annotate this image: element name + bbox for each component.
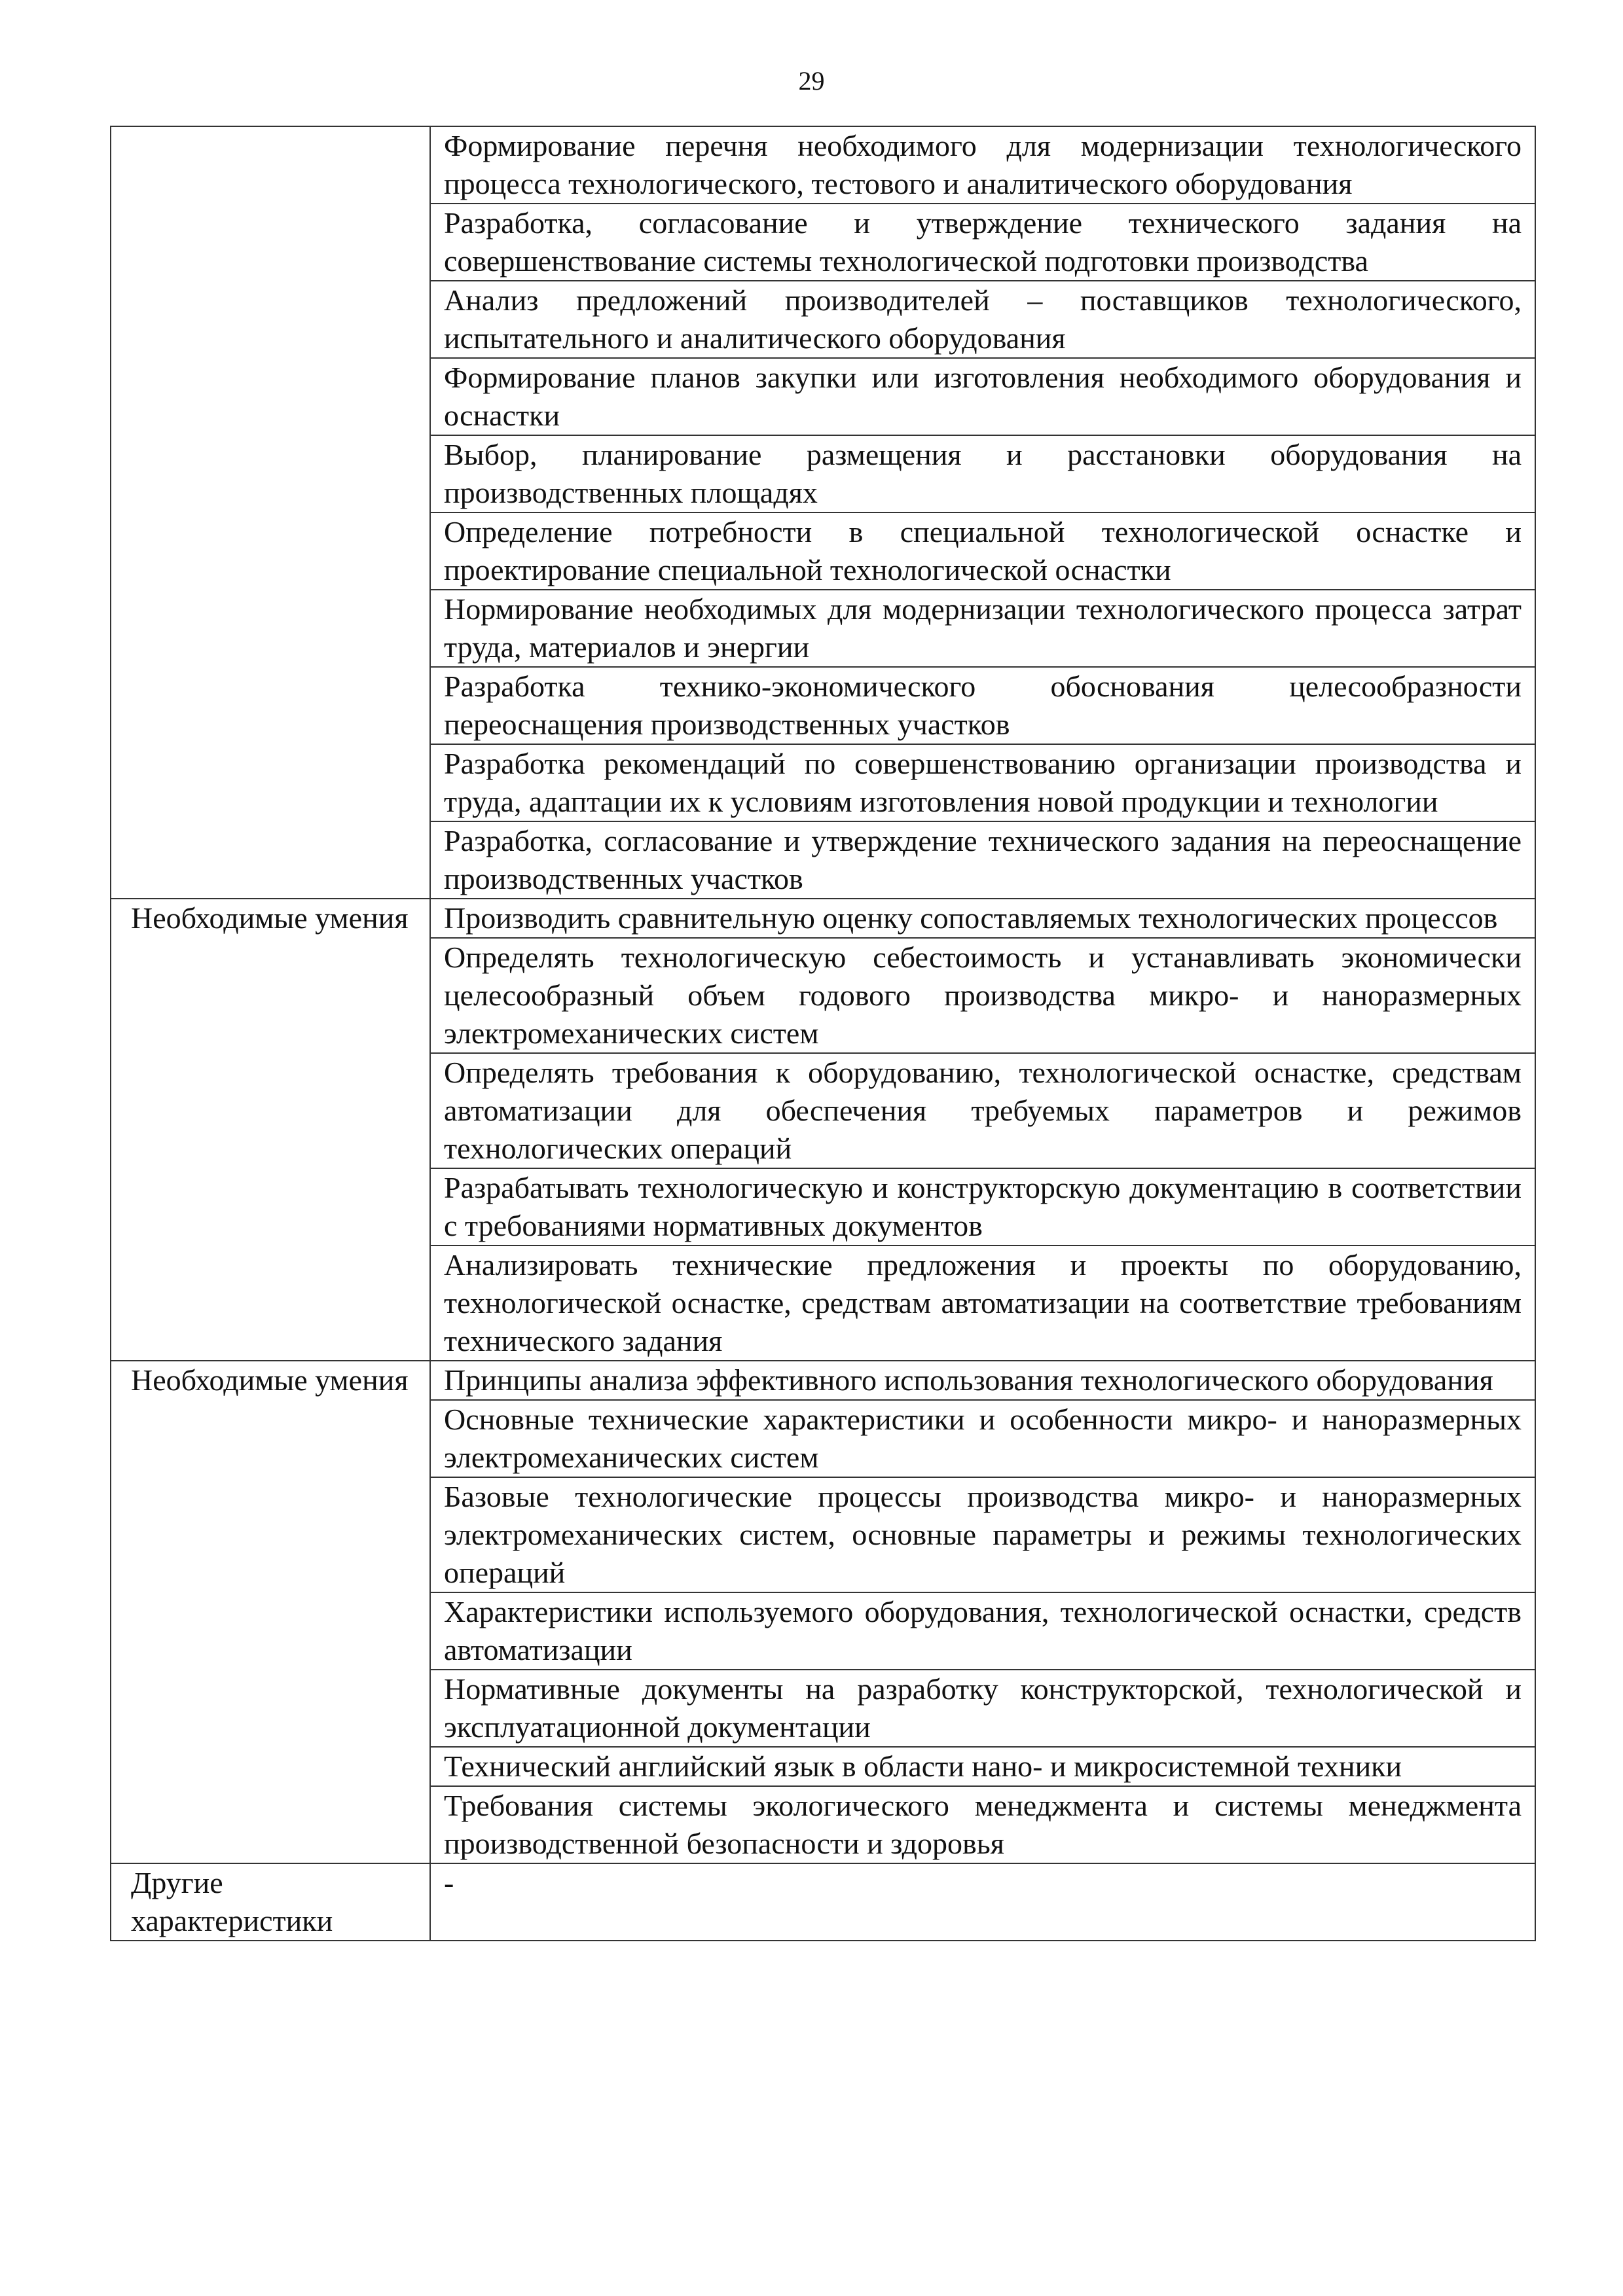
page-number: 29 <box>798 66 825 96</box>
row-label: Необходимые умения <box>111 899 430 1361</box>
row-description: Определять технологическую себестоимость и устанавливать экономически целесообразный объем годового производства микро- и наноразмерных электромеханических систем <box>430 938 1535 1053</box>
row-description: Выбор, планирование размещения и расстановки оборудования на производственных площадях <box>430 435 1535 512</box>
row-description: Требования системы экологического менеджмента и системы менеджмента производственной безопасности и здоровья <box>430 1786 1535 1863</box>
row-description: Определять требования к оборудованию, технологической оснастке, средствам автоматизации для обеспечения требуемых параметров и режимов технологических операций <box>430 1053 1535 1168</box>
table-row <box>111 126 1535 204</box>
table-row <box>111 899 1535 938</box>
row-description: Основные технические характеристики и особенности микро- и наноразмерных электромеханических систем <box>430 1400 1535 1477</box>
table-row <box>111 1361 1535 1400</box>
qualification-table <box>110 126 1536 1941</box>
row-description: Разрабатывать технологическую и конструкторскую документацию в соответствии с требованиями нормативных документов <box>430 1168 1535 1246</box>
row-description: Формирование планов закупки или изготовления необходимого оборудования и оснастки <box>430 358 1535 435</box>
row-description: Разработка, согласование и утверждение технического задания на совершенствование системы технологической подготовки производства <box>430 204 1535 281</box>
row-description: Разработка технико-экономического обоснования целесообразности переоснащения производственных участков <box>430 667 1535 744</box>
row-description: Технический английский язык в области нано- и микросистемной техники <box>430 1747 1535 1786</box>
row-label: Другие характеристики <box>111 1863 430 1941</box>
qualification-table-body <box>111 126 1535 1941</box>
row-description: Формирование перечня необходимого для модернизации технологического процесса технологического, тестового и аналитического оборудования <box>430 126 1535 204</box>
row-description: Базовые технологические процессы производства микро- и наноразмерных электромеханических систем, основные параметры и режимы технологических операций <box>430 1477 1535 1592</box>
row-description: - <box>430 1863 1535 1941</box>
row-description: Производить сравнительную оценку сопоставляемых технологических процессов <box>430 899 1535 938</box>
table-row <box>111 1863 1535 1941</box>
row-description: Анализировать технические предложения и проекты по оборудованию, технологической оснастке, средствам автоматизации на соответствие требованиям технического задания <box>430 1246 1535 1361</box>
row-description: Нормирование необходимых для модернизации технологического процесса затрат труда, материалов и энергии <box>430 590 1535 667</box>
row-description: Характеристики используемого оборудования, технологической оснастки, средств автоматизации <box>430 1592 1535 1670</box>
row-description: Нормативные документы на разработку конструкторской, технологической и эксплуатационной документации <box>430 1670 1535 1747</box>
row-label <box>111 126 430 899</box>
row-description: Разработка, согласование и утверждение технического задания на переоснащение производственных участков <box>430 821 1535 899</box>
row-label: Необходимые умения <box>111 1361 430 1863</box>
row-description: Принципы анализа эффективного использования технологического оборудования <box>430 1361 1535 1400</box>
row-description: Разработка рекомендаций по совершенствованию организации производства и труда, адаптации их к условиям изготовления новой продукции и технологии <box>430 744 1535 821</box>
row-description: Определение потребности в специальной технологической оснастке и проектирование специальной технологической оснастки <box>430 512 1535 590</box>
row-description: Анализ предложений производителей – поставщиков технологического, испытательного и аналитического оборудования <box>430 281 1535 358</box>
